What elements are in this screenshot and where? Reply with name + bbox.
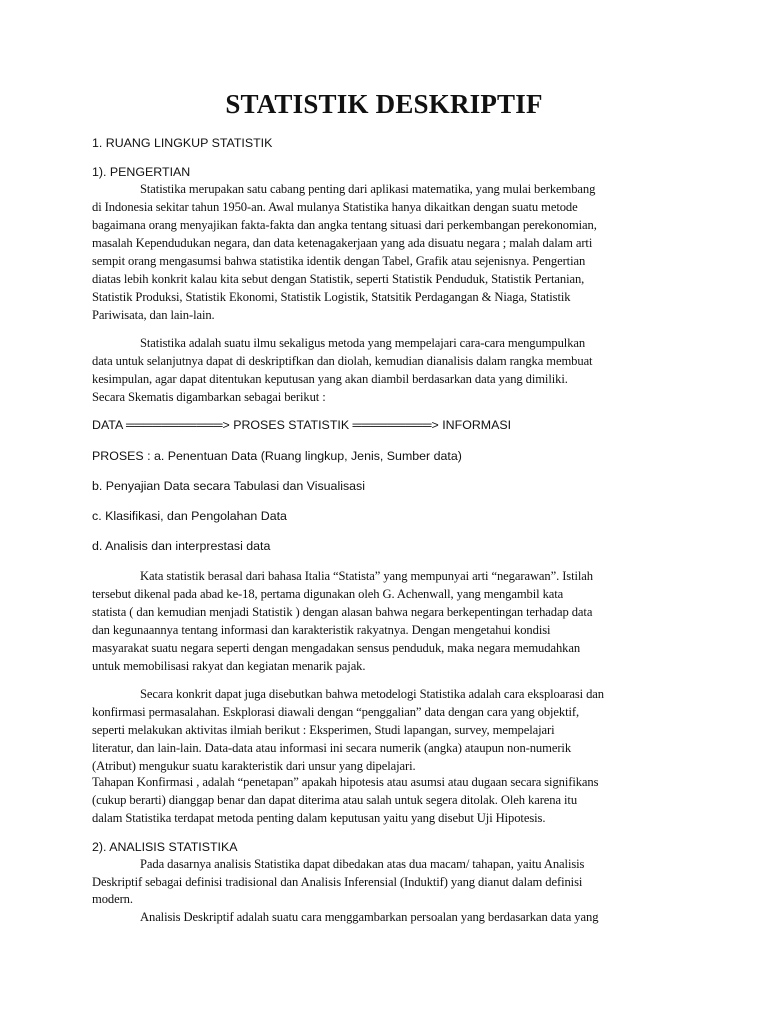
text-line: masalah Kependudukan negara, dan data ketenagakerjaan yang ada disuatu negara ; malah dalam arti xyxy=(92,236,593,250)
text-line: seperti melakukan aktivitas ilmiah berikut : Eksperimen, Studi lapangan, survey, mempelajari xyxy=(92,723,555,737)
text-line: dan kegunaannya tentang informasi dan karakteristik rakyatnya. Dengan mengetahui kondisi xyxy=(92,623,551,637)
scheme-line: DATA ═══════════> PROSES STATISTIK ═════════> INFORMASI xyxy=(92,418,512,432)
proses-item: PROSES : a. Penentuan Data (Ruang lingkup, Jenis, Sumber data) xyxy=(92,449,462,463)
proses-item: d. Analisis dan interprestasi data xyxy=(92,539,271,553)
text-line: diatas lebih konkrit kalau kita sebut dengan Statistik, seperti Statistik Penduduk, Statistik Pertanian, xyxy=(92,272,585,286)
text-line: Deskriptif sebagai definisi tradisional dan Analisis Inferensial (Induktif) yang dianut dalam definisi xyxy=(92,875,583,889)
text-line: Kata statistik berasal dari bahasa Italia “Statista” yang mempunyai arti “negarawan”. Istilah xyxy=(140,569,593,583)
text-line: Secara konkrit dapat juga disebutkan bahwa metodelogi Statistika adalah cara eksploarasi dan xyxy=(140,687,604,701)
text-line: Statistik Produksi, Statistik Ekonomi, Statistik Logistik, Statsitik Perdagangan & Niaga, Statistik xyxy=(92,290,571,304)
text-line: modern. xyxy=(92,892,133,906)
text-line: dalam Statistika terdapat metoda penting dalam keputusan yaitu yang disebut Uji Hipotesis. xyxy=(92,811,546,825)
text-line: Analisis Deskriptif adalah suatu cara menggambarkan persoalan yang berdasarkan data yang xyxy=(140,910,599,924)
text-line: statista ( dan kemudian menjadi Statistik ) dengan alasan bahwa negara berkepentingan terhadap data xyxy=(92,605,593,619)
proses-item: c. Klasifikasi, dan Pengolahan Data xyxy=(92,509,287,523)
text-line: tersebut dikenal pada abad ke-18, pertama digunakan oleh G. Achenwall, yang mengambil kata xyxy=(92,587,564,601)
text-line: masyarakat suatu negara seperti dengan mengadakan sensus penduduk, maka negara memudahkan xyxy=(92,641,581,655)
text-line: konfirmasi permasalahan. Eskplorasi diawali dengan “penggalian” data dengan cara yang objektif, xyxy=(92,705,580,719)
document-title: STATISTIK DESKRIPTIF xyxy=(225,89,543,119)
text-line: untuk memobilisasi rakyat dan kegiatan menarik pajak. xyxy=(92,659,366,673)
text-line: sempit orang mengasumsi bahwa statistika identik dengan Tabel, Grafik atau sejenisnya. Pengertian xyxy=(92,254,586,268)
text-line: Pada dasarnya analisis Statistika dapat dibedakan atas dua macam/ tahapan, yaitu Analisis xyxy=(140,857,585,871)
text-line: Secara Skematis digambarkan sebagai berikut : xyxy=(92,390,326,404)
text-line: data untuk selanjutnya dapat di deskriptifkan dan diolah, kemudian dianalisis dalam rangka membuat xyxy=(92,354,593,368)
text-line: (Atribut) mengukur suatu karakteristik dari unsur yang dipelajari. xyxy=(92,759,416,773)
text-line: di Indonesia sekitar tahun 1950-an. Awal mulanya Statistika hanya dikaitkan dengan suatu metode xyxy=(92,200,578,214)
subsection-heading: 1). PENGERTIAN xyxy=(92,165,191,179)
subsection-heading: 2). ANALISIS STATISTIKA xyxy=(92,840,238,854)
text-line: literatur, dan lain-lain. Data-data atau informasi ini secara numerik (angka) ataupun non-numerik xyxy=(92,741,572,755)
text-line: Statistika merupakan satu cabang penting dari aplikasi matematika, yang mulai berkembang xyxy=(140,182,596,196)
proses-item: b. Penyajian Data secara Tabulasi dan Visualisasi xyxy=(92,479,365,493)
text-line: kesimpulan, agar dapat ditentukan keputusan yang akan diambil berdasarkan data yang dimiliki. xyxy=(92,372,568,386)
text-line: Pariwisata, dan lain-lain. xyxy=(92,308,215,322)
text-line: (cukup berarti) dianggap benar dan dapat diterima atau salah untuk segera ditolak. Oleh karena itu xyxy=(92,793,578,807)
text-line: Tahapan Konfirmasi , adalah “penetapan” apakah hipotesis atau asumsi atau dugaan secara signifikans xyxy=(92,775,599,789)
text-line: Statistika adalah suatu ilmu sekaligus metoda yang mempelajari cara-cara mengumpulkan xyxy=(140,336,586,350)
section-heading: 1. RUANG LINGKUP STATISTIK xyxy=(92,136,273,150)
text-line: bagaimana orang menyajikan fakta-fakta dan angka tentang situasi dari perkembangan perekonomian, xyxy=(92,218,597,232)
